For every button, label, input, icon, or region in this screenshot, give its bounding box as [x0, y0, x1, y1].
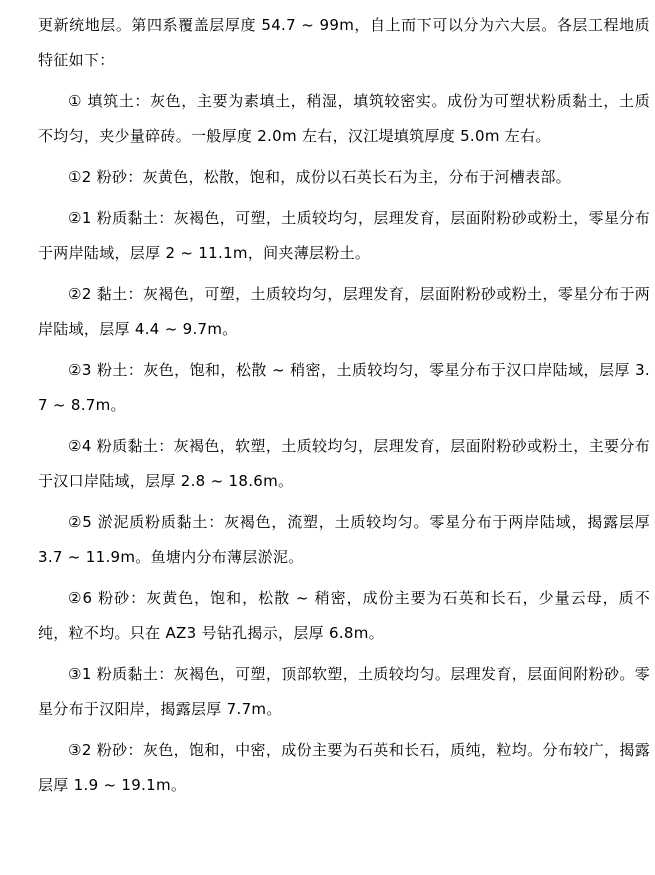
intro-paragraph: 更新统地层。第四系覆盖层厚度 54.7 ~ 99m，自上而下可以分为六大层。各层工程地质特征如下：: [38, 16, 650, 69]
layer-paragraph-8: ②6 粉砂：灰黄色，饱和，松散 ~ 稍密，成份主要为石英和长石，少量云母，质不纯，粒不均。只在 AZ3 号钻孔揭示，层厚 6.8m。: [38, 589, 650, 642]
layer-paragraph-3: ②1 粉质黏土：灰褐色，可塑，土质较均匀，层理发育，层面附粉砂或粉土，零星分布于两岸陆域，层厚 2 ~ 11.1m，间夹薄层粉土。: [38, 209, 650, 262]
layer-paragraph-10: ③2 粉砂：灰色，饱和，中密，成份主要为石英和长石，质纯，粒均。分布较广，揭露层厚 1.9 ~ 19.1m。: [38, 741, 650, 794]
layer-paragraph-9: ③1 粉质黏土：灰褐色，可塑，顶部软塑，土质较均匀。层理发育，层面间附粉砂。零星分布于汉阳岸，揭露层厚 7.7m。: [38, 665, 650, 718]
layer-paragraph-5: ②3 粉土：灰色，饱和，松散 ~ 稍密，土质较均匀，零星分布于汉口岸陆域，层厚 3.7 ~ 8.7m。: [38, 361, 650, 414]
layer-paragraph-7: ②5 淤泥质粉质黏土：灰褐色，流塑，土质较均匀。零星分布于两岸陆域，揭露层厚 3.7 ~ 11.9m。鱼塘内分布薄层淤泥。: [38, 513, 650, 566]
layer-paragraph-2: ①2 粉砂：灰黄色，松散，饱和，成份以石英长石为主，分布于河槽表部。: [68, 168, 571, 186]
layer-paragraph-4: ②2 黏土：灰褐色，可塑，土质较均匀，层理发育，层面附粉砂或粉土，零星分布于两岸陆域，层厚 4.4 ~ 9.7m。: [38, 285, 650, 338]
layer-paragraph-1: ① 填筑土：灰色，主要为素填土，稍湿，填筑较密实。成份为可塑状粉质黏土，土质不均匀，夹少量碎砖。一般厚度 2.0m 左右，汉江堤填筑厚度 5.0m 左右。: [38, 92, 650, 145]
layer-paragraph-6: ②4 粉质黏土：灰褐色，软塑，土质较均匀，层理发育，层面附粉砂或粉土，主要分布于汉口岸陆域，层厚 2.8 ~ 18.6m。: [38, 437, 650, 490]
document-page: [38, 0, 650, 809]
